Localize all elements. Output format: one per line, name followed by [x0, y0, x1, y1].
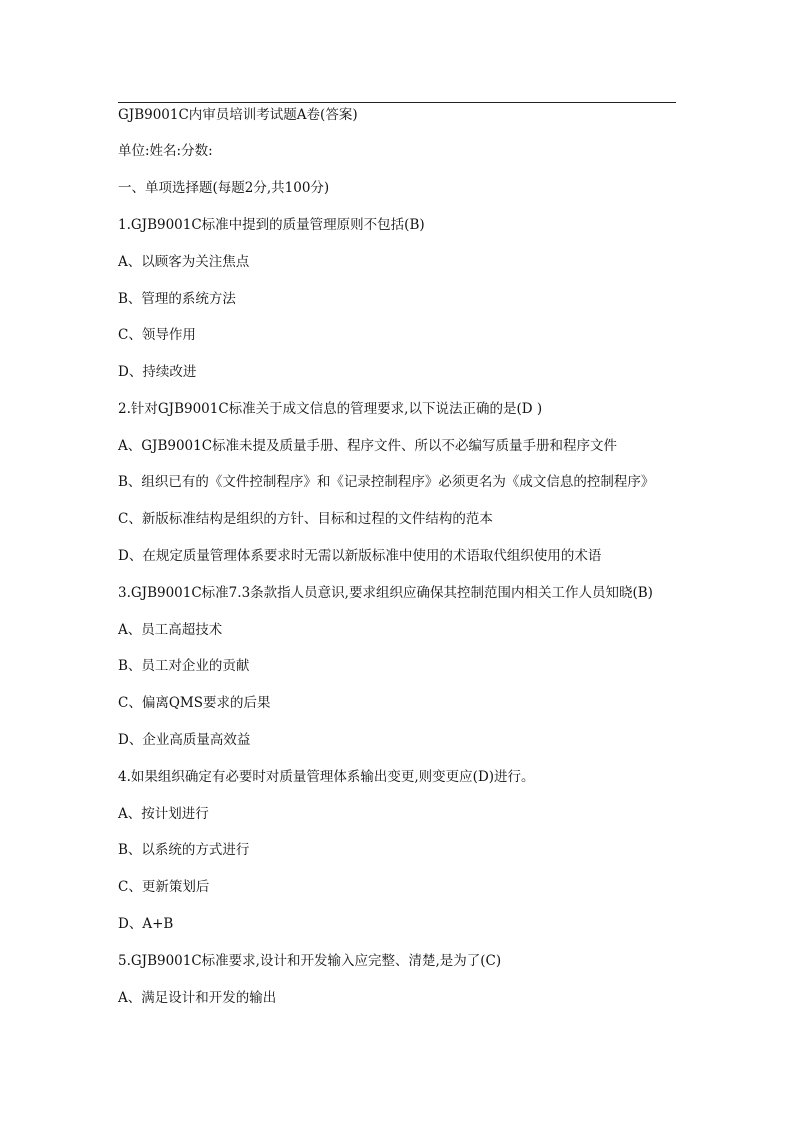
question-1-option-b: B、管理的系统方法 — [118, 291, 236, 307]
unit-name-score-line: 单位:姓名:分数: — [118, 143, 213, 159]
question-3-stem: 3.GJB9001C标准7.3条款指人员意识,要求组织应确保其控制范围内相关工作人员知晓(B) — [118, 585, 653, 601]
question-4-stem: 4.如果组织确定有必要时对质量管理体系输出变更,则变更应(D)进行。 — [118, 769, 535, 785]
question-1-option-c: C、领导作用 — [118, 327, 196, 343]
question-2-option-a: A、GJB9001C标准未提及质量手册、程序文件、所以不必编写质量手册和程序文件 — [118, 438, 618, 454]
question-4-option-b: B、以系统的方式进行 — [118, 842, 250, 858]
question-1-option-a: A、以顾客为关注焦点 — [118, 254, 250, 270]
header-rule — [118, 102, 676, 103]
question-4-option-c: C、更新策划后 — [118, 879, 210, 895]
question-5-stem: 5.GJB9001C标准要求,设计和开发输入应完整、清楚,是为了(C) — [118, 953, 502, 969]
question-1-stem: 1.GJB9001C标准中提到的质量管理原则不包括(B) — [118, 217, 425, 233]
question-1-option-d: D、持续改进 — [118, 364, 197, 380]
question-3-option-d: D、企业高质量高效益 — [118, 732, 251, 748]
question-5-option-a: A、满足设计和开发的输出 — [118, 990, 277, 1006]
question-2-stem: 2.针对GJB9001C标准关于成文信息的管理要求,以下说法正确的是(D ) — [118, 401, 543, 417]
question-3-option-c: C、偏离QMS要求的后果 — [118, 695, 271, 711]
question-3-option-a: A、员工高超技术 — [118, 622, 223, 638]
question-2-option-c: C、新版标准结构是组织的方针、目标和过程的文件结构的范本 — [118, 511, 493, 527]
question-4-option-d: D、A+B — [118, 916, 174, 932]
question-2-option-b: B、组织已有的《文件控制程序》和《记录控制程序》必须更名为《成文信息的控制程序》 — [118, 474, 655, 490]
document-title: GJB9001C内审员培训考试题A卷(答案) — [118, 107, 358, 123]
section-heading: 一、单项选择题(每题2分,共100分) — [118, 180, 330, 196]
question-2-option-d: D、在规定质量管理体系要求时无需以新版标准中使用的术语取代组织使用的术语 — [118, 548, 602, 564]
question-3-option-b: B、员工对企业的贡献 — [118, 658, 250, 674]
question-4-option-a: A、按计划进行 — [118, 806, 209, 822]
